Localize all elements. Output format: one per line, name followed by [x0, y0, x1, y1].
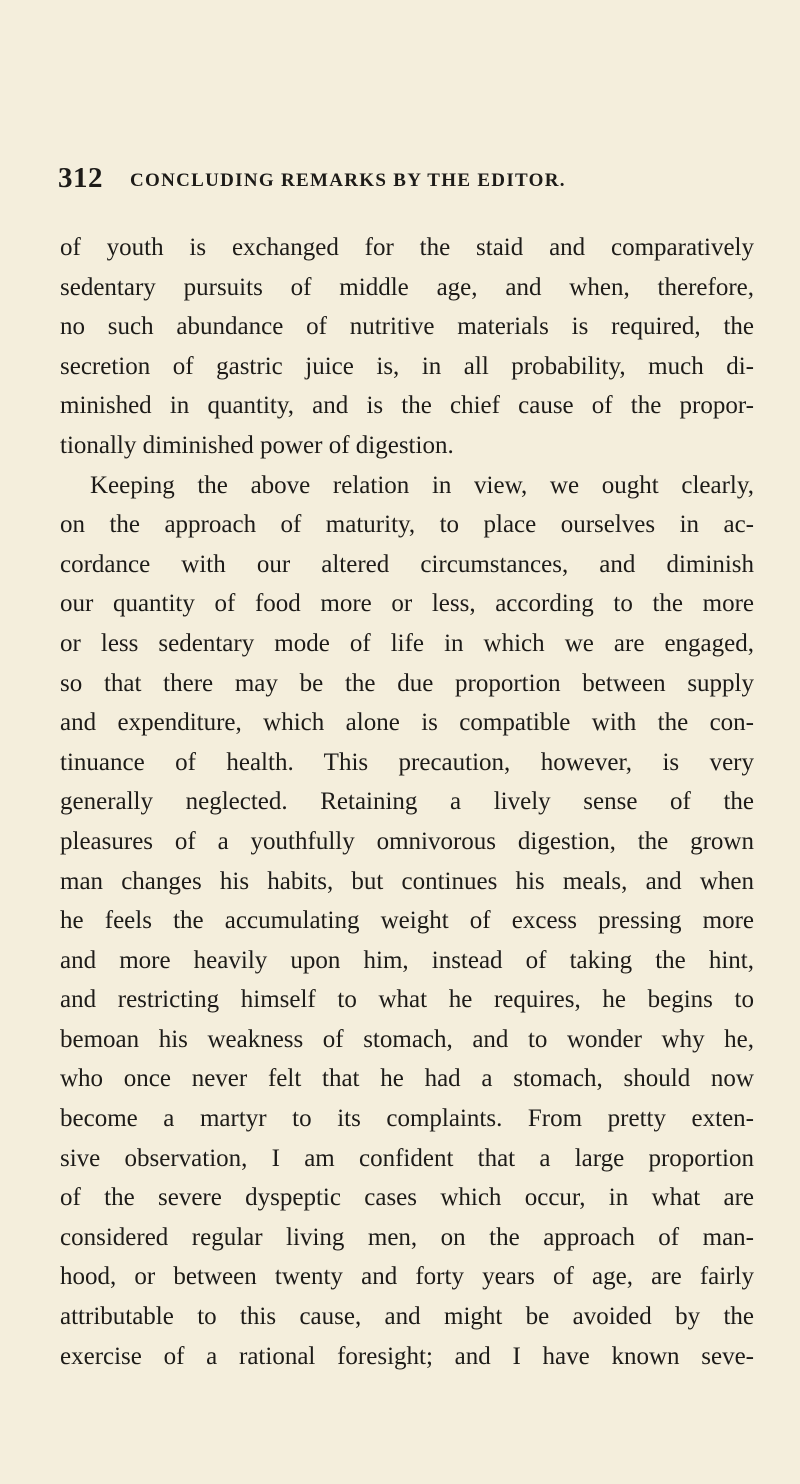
text-line: bemoan his weakness of stomach, and to wonder why he, [60, 1025, 754, 1053]
running-head [58, 162, 758, 202]
text-line: generally neglected. Retaining a lively sense of the [60, 788, 754, 816]
text-line: tinuance of health. This precaution, however, is very [60, 748, 754, 776]
text-line: and more heavily upon him, instead of taking the hint, [60, 946, 754, 974]
text-line: hood, or between twenty and forty years of age, are fairly [60, 1263, 754, 1291]
text-line: pleasures of a youthfully omnivorous digestion, the grown [60, 827, 754, 855]
text-line: exercise of a rational foresight; and I have known seve- [60, 1342, 754, 1370]
text-line: man changes his habits, but continues his meals, and when [60, 867, 754, 895]
text-line: who once never felt that he had a stomach, should now [60, 1065, 754, 1093]
text-line: so that there may be the due proportion between supply [60, 669, 754, 697]
text-line: and restricting himself to what he requires, he begins to [60, 986, 754, 1014]
text-line: become a martyr to its complaints. From pretty exten- [60, 1105, 754, 1133]
text-line: Keeping the above relation in view, we ought clearly, [90, 471, 754, 499]
text-line: attributable to this cause, and might be avoided by the [60, 1303, 754, 1331]
text-line: secretion of gastric juice is, in all probability, much di- [60, 352, 754, 380]
text-line: on the approach of maturity, to place ourselves in ac- [60, 511, 754, 539]
page-number: 312 [58, 162, 103, 194]
text-line: no such abundance of nutritive materials is required, the [60, 313, 754, 341]
text-line: sedentary pursuits of middle age, and when, therefore, [60, 273, 754, 301]
text-line: or less sedentary mode of life in which we are engaged, [60, 629, 754, 657]
text-line: tionally diminished power of digestion. [60, 431, 454, 459]
running-head-title: CONCLUDING REMARKS BY THE EDITOR. [130, 170, 566, 191]
text-line: of youth is exchanged for the staid and comparatively [60, 234, 754, 261]
text-line: and expenditure, which alone is compatible with the con- [60, 709, 754, 737]
text-line: cordance with our altered circumstances, and diminish [60, 550, 754, 578]
text-line: considered regular living men, on the approach of man- [60, 1223, 754, 1251]
text-line: of the severe dyspeptic cases which occur, in what are [60, 1184, 754, 1212]
text-line: sive observation, I am confident that a large proportion [60, 1144, 754, 1172]
body-text [60, 228, 754, 1376]
text-line: our quantity of food more or less, according to the more [60, 590, 754, 618]
text-line: minished in quantity, and is the chief cause of the propor- [60, 392, 754, 420]
text-line: he feels the accumulating weight of excess pressing more [60, 907, 754, 935]
